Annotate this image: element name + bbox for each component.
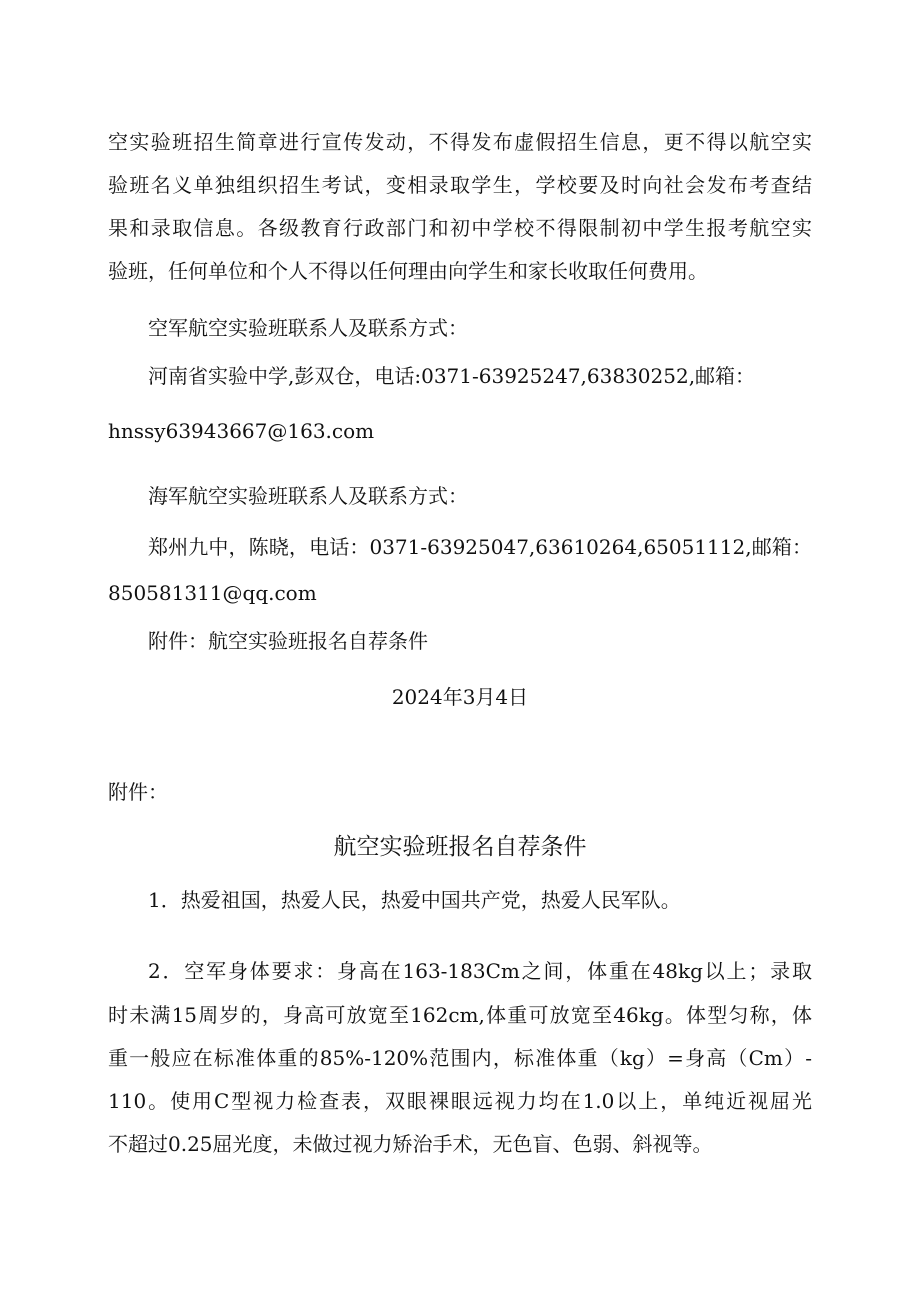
air-force-contact-heading: 空军航空实验班联系人及联系方式： [148,316,468,340]
condition-item-2-line: 时未满15周岁的，身高可放宽至162cm,体重可放宽至46kg。体型匀称，体 [108,1003,812,1027]
paragraph-line: 验班名义单独组织招生考试，变相录取学生，学校要及时向社会发布考查结 [108,173,812,197]
document-date: 2024年3月4日 [391,685,529,709]
paragraph-line: 果和录取信息。各级教育行政部门和初中学校不得限制初中学生报考航空实 [108,216,812,240]
condition-item-1: 1．热爱祖国，热爱人民，热爱中国共产党，热爱人民军队。 [148,888,681,912]
attachment-label: 附件： [108,780,168,804]
paragraph-line: 验班，任何单位和个人不得以任何理由向学生和家长收取任何费用。 [108,259,708,283]
air-force-contact-email: hnssy63943667@163.com [108,419,375,443]
attachment-title: 航空实验班报名自荐条件 [333,834,587,860]
navy-contact-email: 850581311@qq.com [108,581,317,605]
condition-item-2-line: 重一般应在标准体重的85%-120%范围内，标准体重（kg）=身高（Cm）- [108,1046,812,1070]
condition-item-2-line: 不超过0.25屈光度，未做过视力矫治手术，无色盲、色弱、斜视等。 [108,1132,713,1156]
attachment-note: 附件：航空实验班报名自荐条件 [148,629,428,653]
air-force-contact-line: 河南省实验中学,彭双仓，电话:0371-63925247,63830252,邮箱： [148,364,756,388]
navy-contact-heading: 海军航空实验班联系人及联系方式： [148,484,468,508]
paragraph-line: 空实验班招生简章进行宣传发动，不得发布虚假招生信息，更不得以航空实 [108,130,812,154]
condition-item-2-line: 2．空军身体要求：身高在163-183Cm之间，体重在48kg以上；录取 [148,959,812,983]
navy-contact-line: 郑州九中，陈晓，电话：0371-63925047,63610264,65051112,邮箱： [148,535,812,559]
condition-item-2-line: 110。使用C型视力检查表，双眼裸眼远视力均在1.0以上，单纯近视屈光 [108,1089,812,1113]
